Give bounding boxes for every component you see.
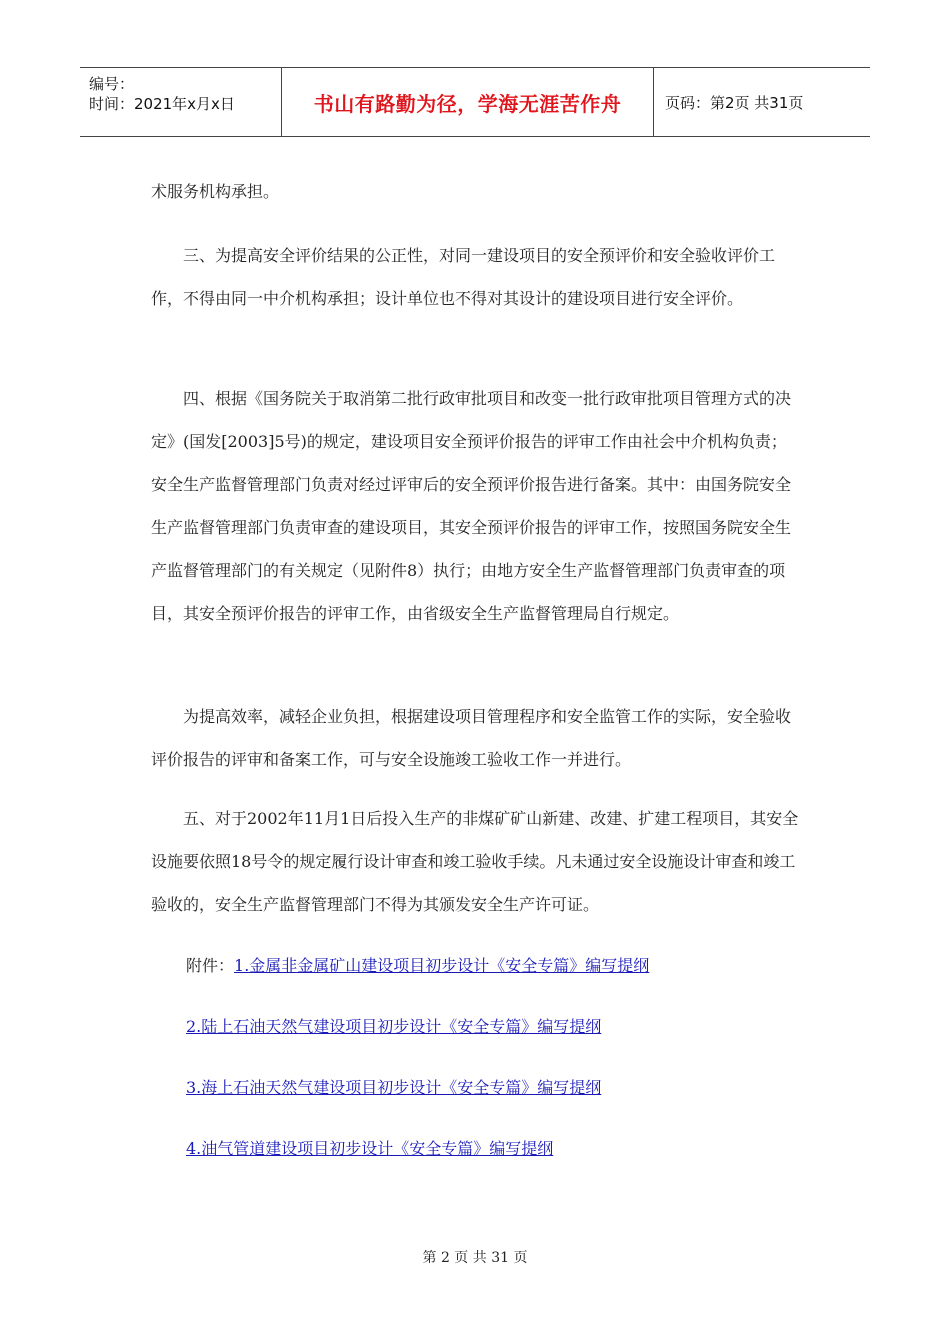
- attachment-row-2: [186, 1015, 601, 1039]
- page-footer: 第 2 页 共 31 页: [422, 1250, 528, 1266]
- header-meta: [80, 68, 282, 136]
- document-date: 时间：2021年x月x日: [89, 95, 235, 113]
- attachment-link-4[interactable]: 4.油气管道建设项目初步设计《安全专篇》编写提纲: [186, 1139, 554, 1158]
- header-page-info: 页码：第2页 共31页: [665, 93, 804, 112]
- paragraph-section-4: 四、根据《国务院关于取消第二批行政审批项目和改变一批行政审批项目管理方式的决定》(国发[2003]5号)的规定，建设项目安全预评价报告的评审工作由社会中介机构负责；安全生产监督管理部门负责对经过评审后的安全预评价报告进行备案。其中：由国务院安全生产监督管理部门负责审查的建设项目，其安全预评价报告的评审工作，按照国务院安全生产监督管理部门的有关规定（见附件8）执行；由地方安全生产监督管理部门负责审查的项目，其安全预评价报告的评审工作，由省级安全生产监督管理局自行规定。: [151, 389, 792, 623]
- attachment-row-4: [186, 1137, 553, 1161]
- attachment-label: 附件：: [186, 956, 235, 975]
- page-header: [80, 67, 870, 137]
- header-motto: 书山有路勤为径，学海无涯苦作舟: [282, 68, 654, 136]
- attachment-link-2[interactable]: 2.陆上石油天然气建设项目初步设计《安全专篇》编写提纲: [186, 1017, 602, 1036]
- document-number-label: 编号：: [89, 75, 135, 93]
- paragraph-section-5: 五、对于2002年11月1日后投入生产的非煤矿矿山新建、改建、扩建工程项目，其安全设施要依照18号令的规定履行设计审查和竣工验收手续。凡未通过安全设施设计审查和竣工验收的，安全生产监督管理部门不得为其颁发安全生产许可证。: [151, 809, 799, 914]
- attachment-row-3: [186, 1076, 601, 1100]
- attachment-row-1: [186, 954, 649, 978]
- attachment-link-3[interactable]: 3.海上石油天然气建设项目初步设计《安全专篇》编写提纲: [186, 1078, 602, 1097]
- paragraph-section-3: 三、为提高安全评价结果的公正性，对同一建设项目的安全预评价和安全验收评价工作，不得由同一中介机构承担；设计单位也不得对其设计的建设项目进行安全评价。: [151, 246, 776, 308]
- paragraph-efficiency: 为提高效率，减轻企业负担，根据建设项目管理程序和安全监管工作的实际，安全验收评价报告的评审和备案工作，可与安全设施竣工验收工作一并进行。: [151, 707, 792, 769]
- paragraph-continuation: 术服务机构承担。: [151, 182, 280, 201]
- attachment-link-1[interactable]: 1.金属非金属矿山建设项目初步设计《安全专篇》编写提纲: [234, 956, 650, 975]
